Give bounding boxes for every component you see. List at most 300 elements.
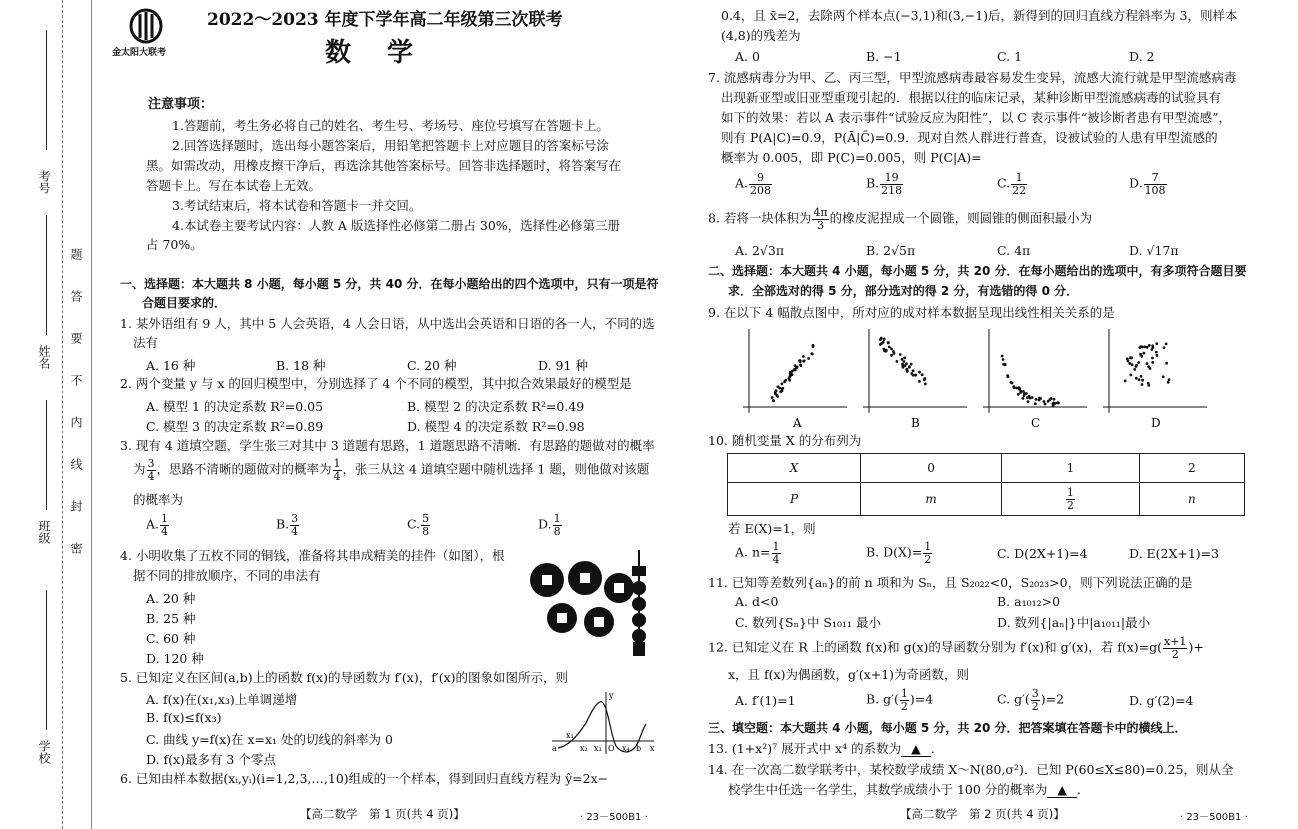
q6-stem-end: (4,8)的残差为 [721,28,801,43]
scatter-point [807,357,810,360]
scatter-label-a: A [793,416,802,430]
scatter-point [887,341,890,344]
q6-option-d: D. 2 [1129,49,1155,64]
q2-option-b: B. 模型 2 的决定系数 R²=0.49 [407,399,585,414]
q11-stem: 11. 已知等差数列{aₙ}的前 n 项和为 Sₙ，且 S₂₀₂₂<0，S₂₀₂₃>0，则下列说法正确的是 [708,575,1193,590]
no-answer-char: 封 [69,500,83,512]
scatter-point [1168,378,1171,381]
q12-option-c [997,688,1064,712]
scatter-point [910,372,913,375]
fraction [1144,172,1167,196]
scatter-point [892,350,895,353]
section1-heading-cont: 合题目要求的． [142,296,227,310]
scatter-point [1053,398,1056,401]
scatter-point [1140,375,1143,378]
q7-option-b [866,172,904,196]
margin-line [91,0,92,829]
name-label: 姓名 [37,345,51,369]
fraction [923,541,932,565]
q12-text: )+ [1188,639,1204,655]
scatter-point [904,364,907,367]
scatter-point [908,366,911,369]
q14-stem-cont [728,782,1089,798]
scatter-point [1039,397,1042,400]
scatter-point [1127,360,1130,363]
scatter-point [1165,343,1168,346]
numerator: 3 [1031,687,1039,700]
q3-option-a [146,513,170,537]
label: D. [538,516,552,532]
scatter-point [1124,380,1127,383]
fraction [880,172,903,196]
table-cell: X [728,454,861,483]
scatter-point [1015,387,1018,390]
label: B. [276,516,290,532]
q7-stem-cont: 如下的效果：若以 A 表示事件“试验反应为阳性”，以 C 表示事件“被诊断者患有甲型流感”， [721,110,1232,125]
denominator: 8 [422,524,430,538]
graph-label: x₁ [566,731,574,740]
label: C. [407,516,421,532]
q5-option-d: D. f(x)最多有 3 个零点 [146,752,276,767]
scatter-point [888,346,891,349]
triangle-icon: ▲ [1057,782,1067,797]
scatter-point [883,348,886,351]
scatter-point [918,371,921,374]
note-line: 答题卡上。写在本试卷上无效。 [146,178,322,193]
scatter-point [1035,398,1038,401]
scatter-point [1130,374,1133,377]
scatter-point [924,383,927,386]
scatter-point [1002,358,1005,361]
scatter-point [1031,396,1034,399]
scatter-point [800,364,803,367]
q8-text: 8. 若将一块体积为 [708,210,812,226]
scatter-point [910,363,913,366]
note-line: 4.本试卷主要考试内容：人教 A 版选择性必修第二册占 30%，选择性必修第三册 [172,218,621,233]
fraction [147,458,156,482]
scatter-point [1135,364,1138,367]
numerator: 4π [813,206,828,219]
scatter-point [793,368,796,371]
fraction [333,458,342,482]
fraction [812,207,828,231]
scatter-point [789,374,792,377]
denominator: 4 [161,524,169,538]
scatter-point [1138,346,1141,349]
q12-text: 12. 已知定义在 R 上的函数 f(x)和 g(x)的导函数分别为 f′(x)和 g′(x)，若 f(x)=g( [708,639,1163,655]
scatter-point [1007,375,1010,378]
notes-heading: 注意事项： [148,97,214,112]
scatter-point [1138,378,1141,381]
right-footer-page: 【高二数学 第 2 页(共 4 页)】 [900,807,1065,821]
numerator: x+1 [1164,635,1187,648]
scatter-point [1140,355,1143,358]
scatter-point [1147,382,1150,385]
q1-option-d: D. 91 种 [538,358,588,373]
class-label: 班级 [37,520,51,544]
q1-stem-cont: 法有 [133,335,159,350]
q10-option-b [866,541,933,565]
scatter-point [1133,368,1136,371]
scatter-point [1004,364,1007,367]
q10-option-d: D. E(2X+1)=3 [1129,546,1220,561]
scatter-point [1027,400,1030,403]
table-row [728,483,1245,516]
q7-stem: 7. 流感病毒分为甲、乙、丙三型，甲型流感病毒最容易发生变异，流感大流行就是甲型流感病毒 [708,70,1237,85]
note-line: 黑。如需改动，用橡皮擦干净后，再选涂其他答案标号。回答非选择题时，将答案写在 [146,158,622,173]
table-cell: 1 [1002,454,1139,483]
table-cell: P [728,483,861,516]
q13-stem [708,741,943,757]
scatter-point [1141,383,1144,386]
graph-label: a [552,744,557,753]
q12-stem-cont: x，且 f(x)为偶函数，g′(x+1)为奇函数，则 [728,667,970,682]
scatter-point [903,357,906,360]
scatter-point [1135,377,1138,380]
fraction [1031,688,1040,712]
q12-option-a: A. f′(1)=1 [735,693,796,708]
q4-option-c: C. 60 种 [146,631,196,646]
scatter-point [1022,397,1025,400]
denominator: 8 [553,524,561,538]
q9-stem: 9. 在以下 4 幅散点图中，所对应的成对样本数据呈现出线性相关关系的是 [708,305,1115,320]
q7-stem-cont: 则有 P(A|C)=0.9，P(Ā|C̄)=0.9．现对自然人群进行普查，设被试验的人患有甲型流感的 [721,130,1218,145]
table-cell [1002,483,1139,516]
name-field [46,215,47,335]
label: B. g′( [866,691,899,707]
label: A. [146,516,160,532]
q2-option-c: C. 模型 3 的决定系数 R²=0.89 [146,419,324,434]
scatter-point [921,373,924,376]
scatter-point [914,374,917,377]
q3-option-c [407,513,431,537]
q8-option-c: C. 4π [997,243,1031,258]
label: )=4 [909,691,934,707]
logo-icon [128,8,164,44]
scatter-point [794,364,797,367]
table-cell: 2 [1139,454,1244,483]
scatter-point [781,390,784,393]
q5-option-a: A. f(x)在(x₁,x₃)上单调递增 [146,692,298,707]
scatter-point [906,370,909,373]
table-cell: m [861,483,1002,516]
scatter-point [1151,357,1154,360]
q2-stem: 2. 两个变量 y 与 x 的回归模型中，分别选择了 4 个不同的模型，其中拟合效果最好的模型是 [120,376,632,391]
numerator: 1 [161,512,169,525]
q12-option-d: D. g′(2)=4 [1129,693,1194,708]
scatter-point [1056,401,1059,404]
q6-option-a: A. 0 [735,49,760,64]
q1-option-c: C. 20 种 [407,358,457,373]
label: B. [866,175,880,191]
q14-stem: 14. 在一次高二数学联考中，某校数学成绩 X～N(80,σ²)．已知 P(60≤X≤80)=0.25，则从全 [708,762,1234,777]
q11-option-a: A. d<0 [735,594,779,609]
graph-label: x₃ [594,744,602,753]
triangle-icon: ▲ [911,741,921,756]
scatter-point [923,379,926,382]
scatter-point [885,350,888,353]
q1-stem: 1. 某外语组有 9 人，其中 5 人会英语，4 人会日语，从中选出会英语和日语的各一人，不同的选 [120,316,655,331]
scatter-point [1130,356,1133,359]
fraction [1011,172,1027,196]
right-footer-code: · 23－500B1 · [1180,812,1248,823]
q10-option-c: C. D(2X+1)=4 [997,546,1088,561]
denominator: 218 [881,183,903,197]
denominator: 4 [333,469,341,483]
scatter-point [880,337,883,340]
q6-stem-cont: 0.4，且 x̄=2，去除两个样本点(−3,1)和(3,−1)后，新得到的回归直线方程斜率为 3，则样本 [721,8,1238,23]
scatter-point [1147,365,1150,368]
scatter-label-c: C [1031,416,1041,430]
denominator: 208 [750,183,772,197]
q2-option-a: A. 模型 1 的决定系数 R²=0.05 [146,399,324,414]
scatter-point [783,380,786,383]
q6-stem: 6. 已知由样本数据(xᵢ,yᵢ)(i=1,2,3,…,10)组成的一个样本，得到回归直线方程为 ŷ=2x− [120,771,609,786]
scatter-point [1165,362,1168,365]
scatter-point [1155,351,1158,354]
numerator: 1 [1066,485,1074,499]
denominator: 4 [147,469,155,483]
scatter-point [812,345,815,348]
q4-option-b: B. 25 种 [146,611,196,626]
numerator: 1 [1011,172,1027,185]
fraction [1163,636,1187,660]
graph-label: b [636,744,642,753]
fraction [772,541,781,565]
numerator: 19 [880,172,903,185]
q11-option-c: C. 数列{Sₙ}中 S₁₀₁₁ 最小 [735,615,881,630]
q2-option-d: D. 模型 4 的决定系数 R²=0.98 [407,419,585,434]
scatter-point [901,363,904,366]
copper-coins-figure [515,548,655,658]
note-line: 3.考试结束后，将本试卷和答题卡一并交回。 [172,198,422,213]
denominator: 22 [1012,183,1027,197]
scatter-point [1034,402,1037,405]
scatter-label-b: B [911,416,920,430]
logo-text: 金太阳大联考 [112,48,167,58]
fraction [160,513,169,537]
left-footer-page: 【高二数学 第 1 页(共 4 页)】 [300,807,465,821]
q6-option-c: C. 1 [997,49,1023,64]
q12-option-b [866,688,933,712]
section3-heading: 三、填空题：本大题共 4 小题，每小题 5 分，共 20 分．把答案填在答题卡中的横线上． [708,721,1187,735]
q8-option-d: D. √17π [1129,243,1179,258]
denominator: 4 [772,552,780,566]
numerator: 1 [924,540,932,553]
graph-label: O [608,744,615,753]
seal-dashed-line [62,0,63,829]
scatter-point [1151,344,1154,347]
q13-blank [901,741,931,757]
school-field [46,590,47,730]
q14-text: 校学生中任选一名学生，其数学成绩小于 100 分的概率为 [728,782,1048,797]
denominator: 2 [1031,699,1039,713]
scatter-point [1131,363,1134,366]
scatter-plots [735,323,1235,431]
fraction [421,513,430,537]
note-line: 2.回答选择题时，选出每小题答案后，用铅笔把答题卡上对应题目的答案标号涂 [172,138,609,153]
scatter-point [1151,361,1154,364]
scatter-point [1167,381,1170,384]
q14-text: ． [1076,782,1090,797]
scatter-point [890,354,893,357]
q5-stem: 5. 已知定义在区间(a,b)上的函数 f(x)的导函数为 f′(x)，f′(x)的图象如图所示，则 [120,670,568,685]
q3-stem-end: 的概率为 [133,492,184,507]
q3-stem: 3. 现有 4 道填空题，学生张三对其中 3 道题有思路，1 道题思路不清晰．有思路的题做对的概率 [120,438,655,453]
numerator: 1 [333,457,341,470]
scatter-point [776,394,779,397]
scatter-point [1044,403,1047,406]
q13-text: ． [930,741,944,756]
school-label: 学校 [37,740,51,764]
fraction [553,513,562,537]
scatter-point [1022,390,1025,393]
scatter-point [890,348,893,351]
q7-stem-cont: 出现新亚型或旧亚型重现引起的．根据以往的临床记录，某种诊断甲型流感病毒的试验具有 [721,90,1222,105]
scatter-point [771,396,774,399]
q8-option-a: A. 2√3π [735,243,785,258]
scatter-label-d: D [1151,416,1161,430]
q1-option-a: A. 16 种 [146,358,196,373]
q3-option-b [276,513,300,537]
q7-stem-end: 概率为 0.005，即 P(C)=0.005，则 P(C|A)= [721,150,982,165]
no-answer-char: 要 [69,332,83,344]
q10-option-a [735,541,782,565]
q10-stem: 10. 随机变量 X 的分布列为 [708,433,862,448]
label: C. g′( [997,691,1030,707]
table-row [728,454,1245,483]
derivative-graph [550,688,660,758]
scatter-point [802,360,805,363]
scatter-point [799,361,802,364]
note-line: 占 70%。 [146,237,203,252]
subject-title: 数学 [325,38,450,68]
q4-option-a: A. 20 种 [146,591,196,606]
denominator: 3 [817,218,825,232]
q3-text: ，张三从这 4 道填空题中随机选择 1 题，则他做对该题 [342,461,650,477]
scatter-point [899,353,902,356]
scatter-point [896,360,899,363]
scatter-point [1010,381,1013,384]
q8-text: 的橡皮泥捏成一个圆锥，则圆锥的侧面积最小为 [829,210,1093,226]
scatter-point [1141,379,1144,382]
q7-option-d [1129,172,1168,196]
scatter-point [1155,342,1158,345]
q13-text: 13. (1+x²)⁷ 展开式中 x⁴ 的系数为 [708,741,902,756]
scatter-point [1026,396,1029,399]
class-field [46,400,47,510]
denominator: 108 [1144,183,1166,197]
section2-heading-cont: 求．全部选对的得 5 分，部分选对的得 2 分，有选错的得 0 分． [728,284,1079,298]
q8-option-b: B. 2√5π [866,243,916,258]
scatter-point [880,342,883,345]
exam-no-label: 考号 [37,170,51,194]
q5-option-c: C. 曲线 y=f(x)在 x=x₁ 处的切线的斜率为 0 [146,732,393,747]
scatter-point [901,358,904,361]
numerator: 7 [1144,172,1167,185]
q6-option-b: B. −1 [866,49,902,64]
exam-no-field [46,30,47,150]
q5-option-b: B. f(x)≤f(x₃) [146,710,222,725]
scatter-point [1137,361,1140,364]
numerator: 9 [749,172,772,185]
scatter-point [1043,400,1046,403]
numerator: 3 [291,512,299,525]
scatter-point [775,389,778,392]
no-answer-char: 题 [69,248,83,260]
scatter-point [802,355,805,358]
q11-option-b: B. a₁₀₁₂>0 [997,594,1061,609]
scatter-point [1146,362,1149,365]
scatter-point [1050,397,1053,400]
graph-label: x₄ [622,744,630,753]
scatter-point [1052,405,1055,408]
q3-option-d [538,513,563,537]
label: C. [997,175,1011,191]
no-answer-char: 内 [69,416,83,428]
q4-stem: 4. 小明收集了五枚不同的铜钱，准备将其串成精美的挂件（如图），根 [120,548,505,563]
fraction [749,172,772,196]
graph-label: x₂ [580,744,588,753]
q1-option-b: B. 18 种 [276,358,326,373]
q10-condition: 若 E(X)=1，则 [728,521,816,536]
scatter-point [883,338,886,341]
scatter-point [1054,402,1057,405]
numerator: 1 [553,512,561,525]
numerator: 3 [147,457,155,470]
label: A. [735,175,749,191]
scatter-point [903,360,906,363]
denominator: 4 [291,524,299,538]
table-cell: 0 [861,454,1002,483]
scatter-point [1047,400,1050,403]
distribution-table [727,453,1245,516]
scatter-point [1017,393,1020,396]
scatter-point [1156,354,1159,357]
q4-stem-cont: 据不同的排放顺序，不同的串法有 [133,568,321,583]
no-answer-char: 密 [69,542,83,554]
label: B. D(X)= [866,544,923,560]
fraction [290,513,299,537]
q4-option-d: D. 120 种 [146,651,204,666]
label: )=2 [1040,691,1065,707]
scatter-point [1163,346,1166,349]
q7-option-c [997,172,1028,196]
label: A. n= [735,544,771,560]
table-cell: n [1139,483,1244,516]
scatter-point [1001,355,1004,358]
scatter-point [918,380,921,383]
scatter-point [778,387,781,390]
scatter-point [912,369,915,372]
scatter-point [1146,346,1149,349]
q3-text: ，思路不清晰的题做对的概率为 [156,461,332,477]
section1-heading: 一、选择题：本大题共 8 小题，每小题 5 分，共 40 分．在每小题给出的四个选项中，只有一项是符 [120,277,659,291]
exam-title: 2022～2023 年度下学年高二年级第三次联考 [207,10,563,30]
scatter-point [1150,348,1153,351]
scatter-point [781,382,784,385]
binding-strip [0,0,92,829]
scatter-point [1012,385,1015,388]
no-answer-char: 线 [69,458,83,470]
denominator: 2 [1171,647,1179,661]
no-answer-char: 不 [69,374,83,386]
denominator: 2 [900,699,908,713]
graph-label: y [609,691,614,700]
label: D. [1129,175,1143,191]
numerator: 1 [772,540,780,553]
denominator: 2 [924,552,932,566]
